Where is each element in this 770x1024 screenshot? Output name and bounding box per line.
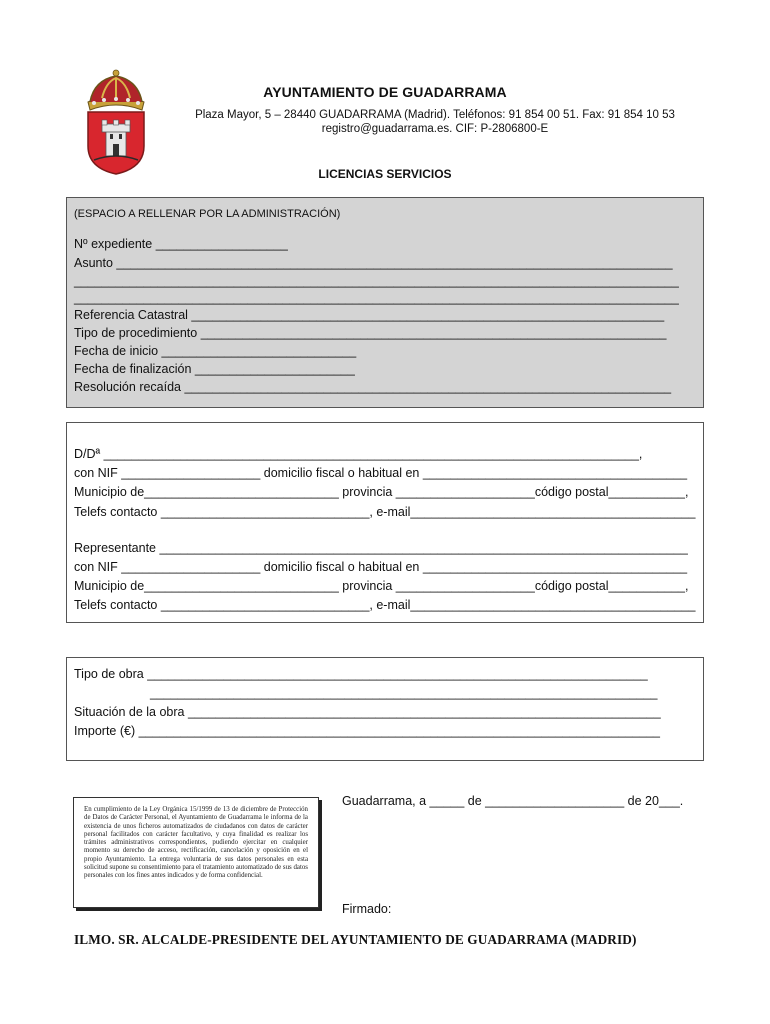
expediente-field[interactable]: Nº expediente ___________________ <box>74 237 288 251</box>
tipo-obra-field[interactable]: Tipo de obra ________________________________________________________________________ <box>74 667 648 681</box>
representative-name-field[interactable]: Representante ____________________________________________________________________________ <box>74 541 688 555</box>
fecha-inicio-field[interactable]: Fecha de inicio ____________________________ <box>74 344 357 358</box>
asunto-field[interactable]: Asunto ________________________________________________________________________________ <box>74 256 673 270</box>
signature-label: Firmado: <box>342 902 392 916</box>
coat-of-arms-icon <box>80 68 152 176</box>
fecha-finalizacion-field[interactable]: Fecha de finalización _______________________ <box>74 362 355 376</box>
applicant-section <box>66 422 704 623</box>
applicant-name-field[interactable]: D/Dª _____________________________________________________________________________, <box>74 447 643 461</box>
representative-contact-field[interactable]: Telefs contacto ______________________________, e-mail_________________________________________ <box>74 598 696 612</box>
document-title: LICENCIAS SERVICIOS <box>318 167 452 181</box>
asunto-field-line-2[interactable]: _______________________________________________________________________________________ <box>74 274 679 288</box>
representative-municipio-field[interactable]: Municipio de____________________________ provincia ____________________código postal___________, <box>74 579 689 593</box>
addressee: ILMO. SR. ALCALDE-PRESIDENTE DEL AYUNTAMIENTO DE GUADARRAMA (MADRID) <box>74 932 637 947</box>
work-section <box>66 657 704 761</box>
resolucion-field[interactable]: Resolución recaída ______________________________________________________________________ <box>74 380 672 394</box>
applicant-nif-field[interactable]: con NIF ____________________ domicilio fiscal o habitual en ______________________________________ <box>74 466 688 480</box>
data-protection-notice <box>73 797 319 908</box>
situacion-obra-field[interactable]: Situación de la obra ____________________________________________________________________ <box>74 705 661 719</box>
date-field[interactable]: Guadarrama, a _____ de ____________________ de 20___. <box>342 794 684 808</box>
asunto-field-line-3[interactable]: _______________________________________________________________________________________ <box>74 291 679 305</box>
address-line: Plaza Mayor, 5 – 28440 GUADARRAMA (Madrid). Teléfonos: 91 854 00 51. Fax: 91 854 10 53 <box>195 109 675 121</box>
importe-field[interactable]: Importe (€) ___________________________________________________________________________ <box>74 724 660 738</box>
applicant-municipio-field[interactable]: Municipio de____________________________ provincia ____________________código postal___________, <box>74 485 689 499</box>
tipo-obra-field-line-2[interactable]: _________________________________________________________________________ <box>150 686 658 700</box>
applicant-contact-field[interactable]: Telefs contacto ______________________________, e-mail_________________________________________ <box>74 505 696 519</box>
tipo-procedimiento-field[interactable]: Tipo de procedimiento ___________________________________________________________________ <box>74 326 667 340</box>
admin-section <box>66 197 704 408</box>
referencia-catastral-field[interactable]: Referencia Catastral ____________________________________________________________________ <box>74 308 665 322</box>
data-protection-text: En cumplimiento de la Ley Orgánica 15/1999 de 13 de diciembre de Protección de Datos de Carácter Personal, el Ayuntamiento de Guadarrama le informa de la existencia de unos ficheros automatizados de ciudadanos con datos de carácter personal facilitados con carácter facultativo, y cuya finalidad es realizar los trámites administrativos correspondientes, pudiendo ejercitar en cualquier momento su derecho de acceso, rectificación, cancelación y oposición en el propio Ayuntamiento. La entrega voluntaria de sus datos personales en esta solicitud supone su consentimiento para el tratamiento automatizado de sus datos personales con los fines antes indicados y de forma confidencial. <box>84 806 308 880</box>
admin-note: (ESPACIO A RELLENAR POR LA ADMINISTRACIÓN) <box>74 208 341 220</box>
page-title: AYUNTAMIENTO DE GUADARRAMA <box>263 84 507 100</box>
representative-nif-field[interactable]: con NIF ____________________ domicilio fiscal o habitual en ______________________________________ <box>74 560 688 574</box>
email-cif-line: registro@guadarrama.es. CIF: P-2806800-E <box>321 123 549 135</box>
